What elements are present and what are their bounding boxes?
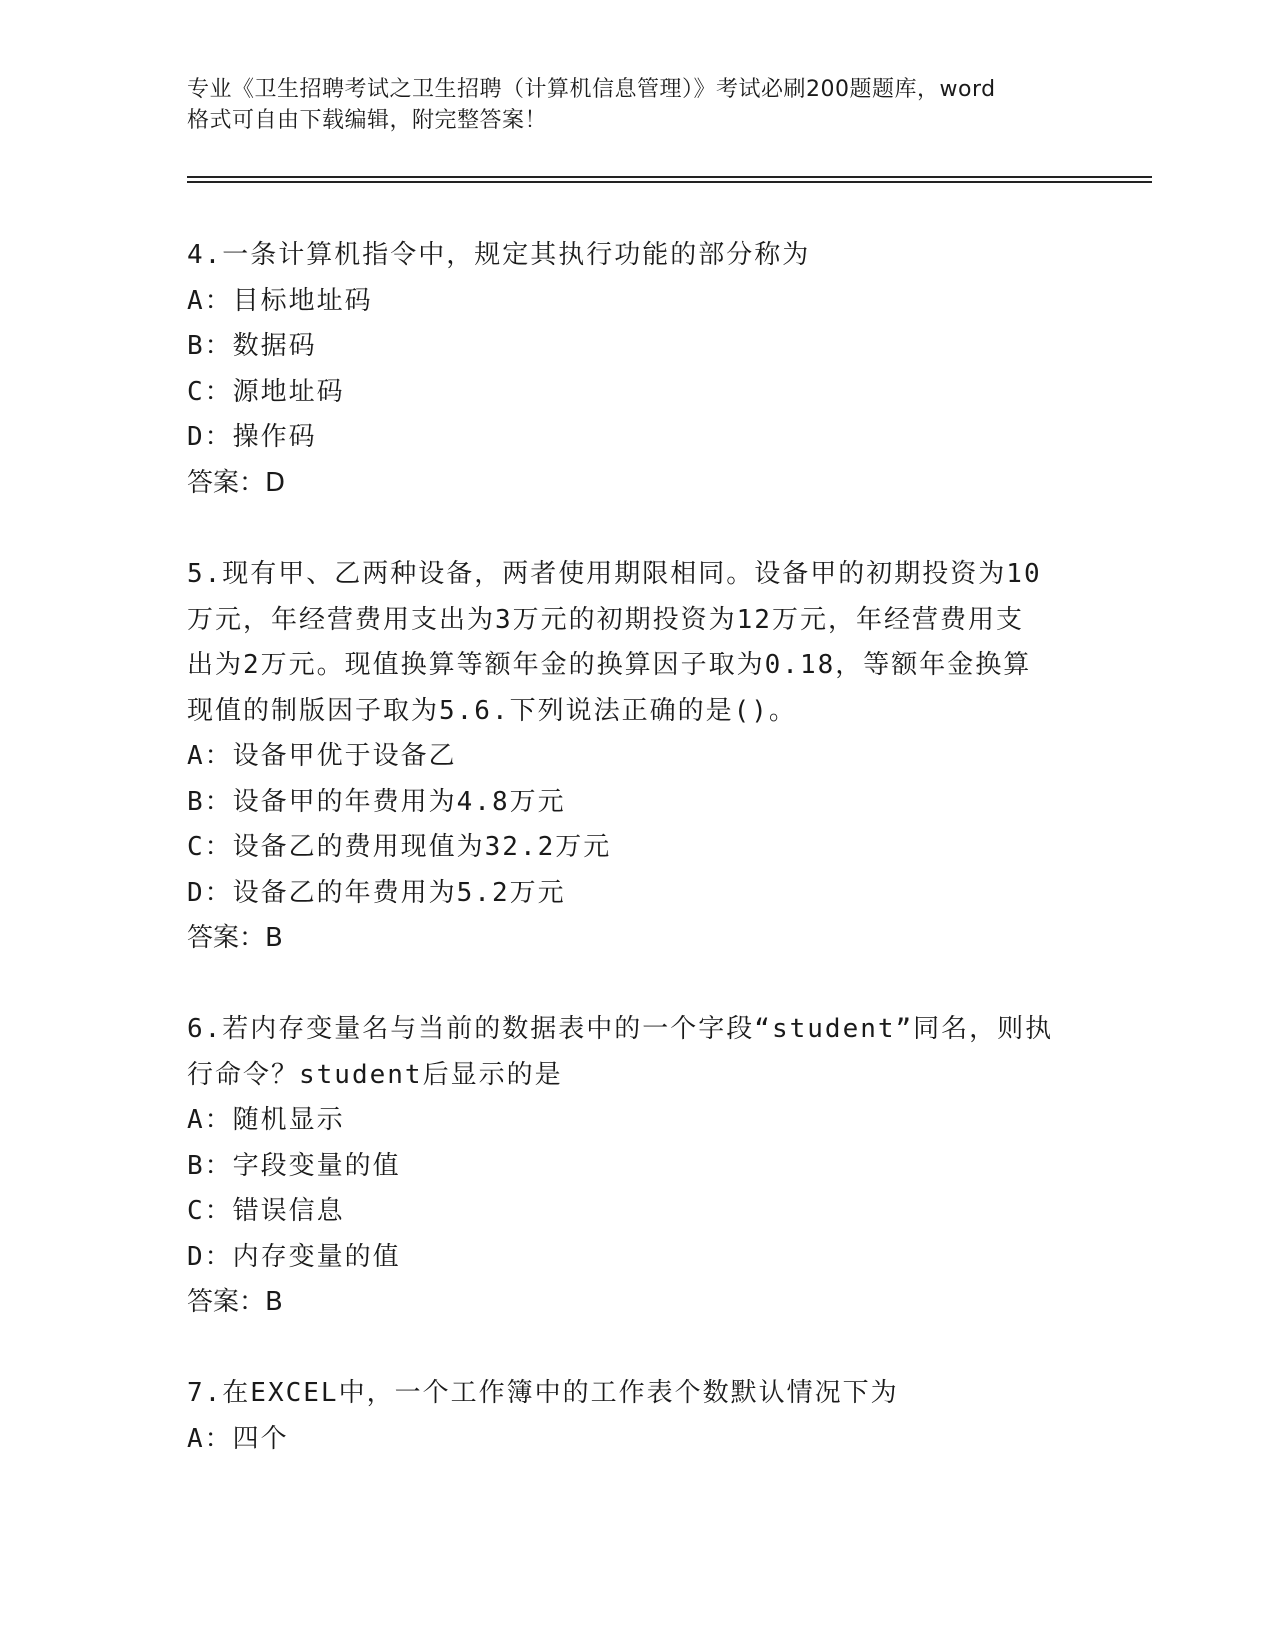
document-header xyxy=(187,74,1087,136)
option-b: B：字段变量的值 xyxy=(187,1150,401,1181)
question-4 xyxy=(187,233,1087,506)
header-divider-bottom xyxy=(187,181,1152,183)
option-a: A：设备甲优于设备乙 xyxy=(187,741,457,771)
option-d: D：操作码 xyxy=(187,422,317,452)
option-c: C：设备乙的费用现值为32.2万元 xyxy=(187,832,612,862)
option-a: A：四个 xyxy=(187,1423,289,1454)
option-a: A：随机显示 xyxy=(187,1105,345,1135)
question-stem: 4.一条计算机指令中，规定其执行功能的部分称为 xyxy=(187,240,811,270)
answer: 答案：B xyxy=(187,1287,283,1317)
question-7 xyxy=(187,1371,1087,1462)
question-stem: 行命令？student后显示的是 xyxy=(187,1059,563,1090)
question-5 xyxy=(187,552,1087,962)
answer: 答案：B xyxy=(187,923,283,953)
option-b: B：设备甲的年费用为4.8万元 xyxy=(187,786,566,817)
option-a: A：目标地址码 xyxy=(187,285,373,316)
question-stem: 万元，年经营费用支出为3万元的初期投资为12万元，年经营费用支 xyxy=(187,604,1024,635)
question-stem: 5.现有甲、乙两种设备，两者使用期限相同。设备甲的初期投资为10 xyxy=(187,559,1042,589)
answer: 答案：D xyxy=(187,467,286,498)
question-stem: 现值的制版因子取为5.6.下列说法正确的是()。 xyxy=(187,695,797,726)
question-stem: 出为2万元。现值换算等额年金的换算因子取为0.18，等额年金换算 xyxy=(187,650,1032,680)
option-c: C：源地址码 xyxy=(187,376,345,407)
header-line-1: 专业《卫生招聘考试之卫生招聘（计算机信息管理）》考试必刷200题题库，word xyxy=(187,77,996,102)
option-d: D：内存变量的值 xyxy=(187,1241,401,1272)
option-c: C：错误信息 xyxy=(187,1196,345,1226)
question-6 xyxy=(187,1007,1087,1326)
option-d: D：设备乙的年费用为5.2万元 xyxy=(187,877,566,908)
option-b: B：数据码 xyxy=(187,331,317,361)
question-stem: 7.在EXCEL中，一个工作簿中的工作表个数默认情况下为 xyxy=(187,1378,899,1408)
header-divider-top xyxy=(187,176,1152,178)
question-stem: 6.若内存变量名与当前的数据表中的一个字段“student”同名，则执 xyxy=(187,1014,1054,1044)
header-line-2: 格式可自由下载编辑，附完整答案！ xyxy=(187,108,548,133)
